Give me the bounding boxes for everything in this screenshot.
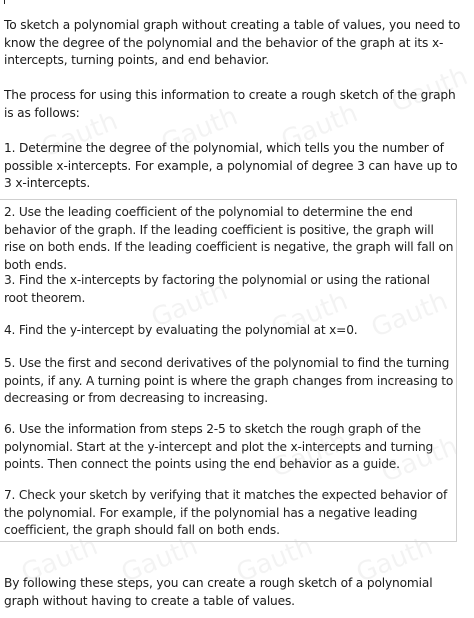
step-5: 5. Use the first and second derivatives of the polynomial to find the turning points, if any. A turning point is where the graph changes from increasing to decreasing or from decreasing to increasing.	[4, 356, 454, 406]
step-7: 7. Check your sketch by verifying that it matches the expected behavior of the polynomial. For example, if the polynomial has a negative leading coefficient, the graph should fall on both ends.	[4, 488, 448, 538]
step-3: 3. Find the x-intercepts by factoring the polynomial or using the rational root theorem.	[4, 273, 430, 305]
closing-paragraph: By following these steps, you can create a rough sketch of a polynomial graph without having to create a table of values.	[4, 576, 433, 608]
step-2: 2. Use the leading coefficient of the polynomial to determine the end behavior of the graph. If the leading coefficient is positive, the graph will rise on both ends. If the leading coefficient is negative, the graph will fall on both ends.	[4, 205, 454, 272]
top-edge-mark	[4, 0, 5, 4]
intro-paragraph: To sketch a polynomial graph without creating a table of values, you need to know the degree of the polynomial and the behavior of the graph at its x-intercepts, turning points, and end behavior.	[4, 18, 461, 68]
process-intro-paragraph: The process for using this information to create a rough sketch of the graph is as follows:	[4, 88, 456, 120]
step-6: 6. Use the information from steps 2-5 to sketch the rough graph of the polynomial. Start at the y-intercept and plot the x-intercepts and turning points. Then connect the points using the end behavior as a guide.	[4, 422, 434, 472]
step-4: 4. Find the y-intercept by evaluating the polynomial at x=0.	[4, 323, 358, 337]
step-1: 1. Determine the degree of the polynomial, which tells you the number of possible x-intercepts. For example, a polynomial of degree 3 can have up to 3 x-intercepts.	[4, 141, 458, 191]
